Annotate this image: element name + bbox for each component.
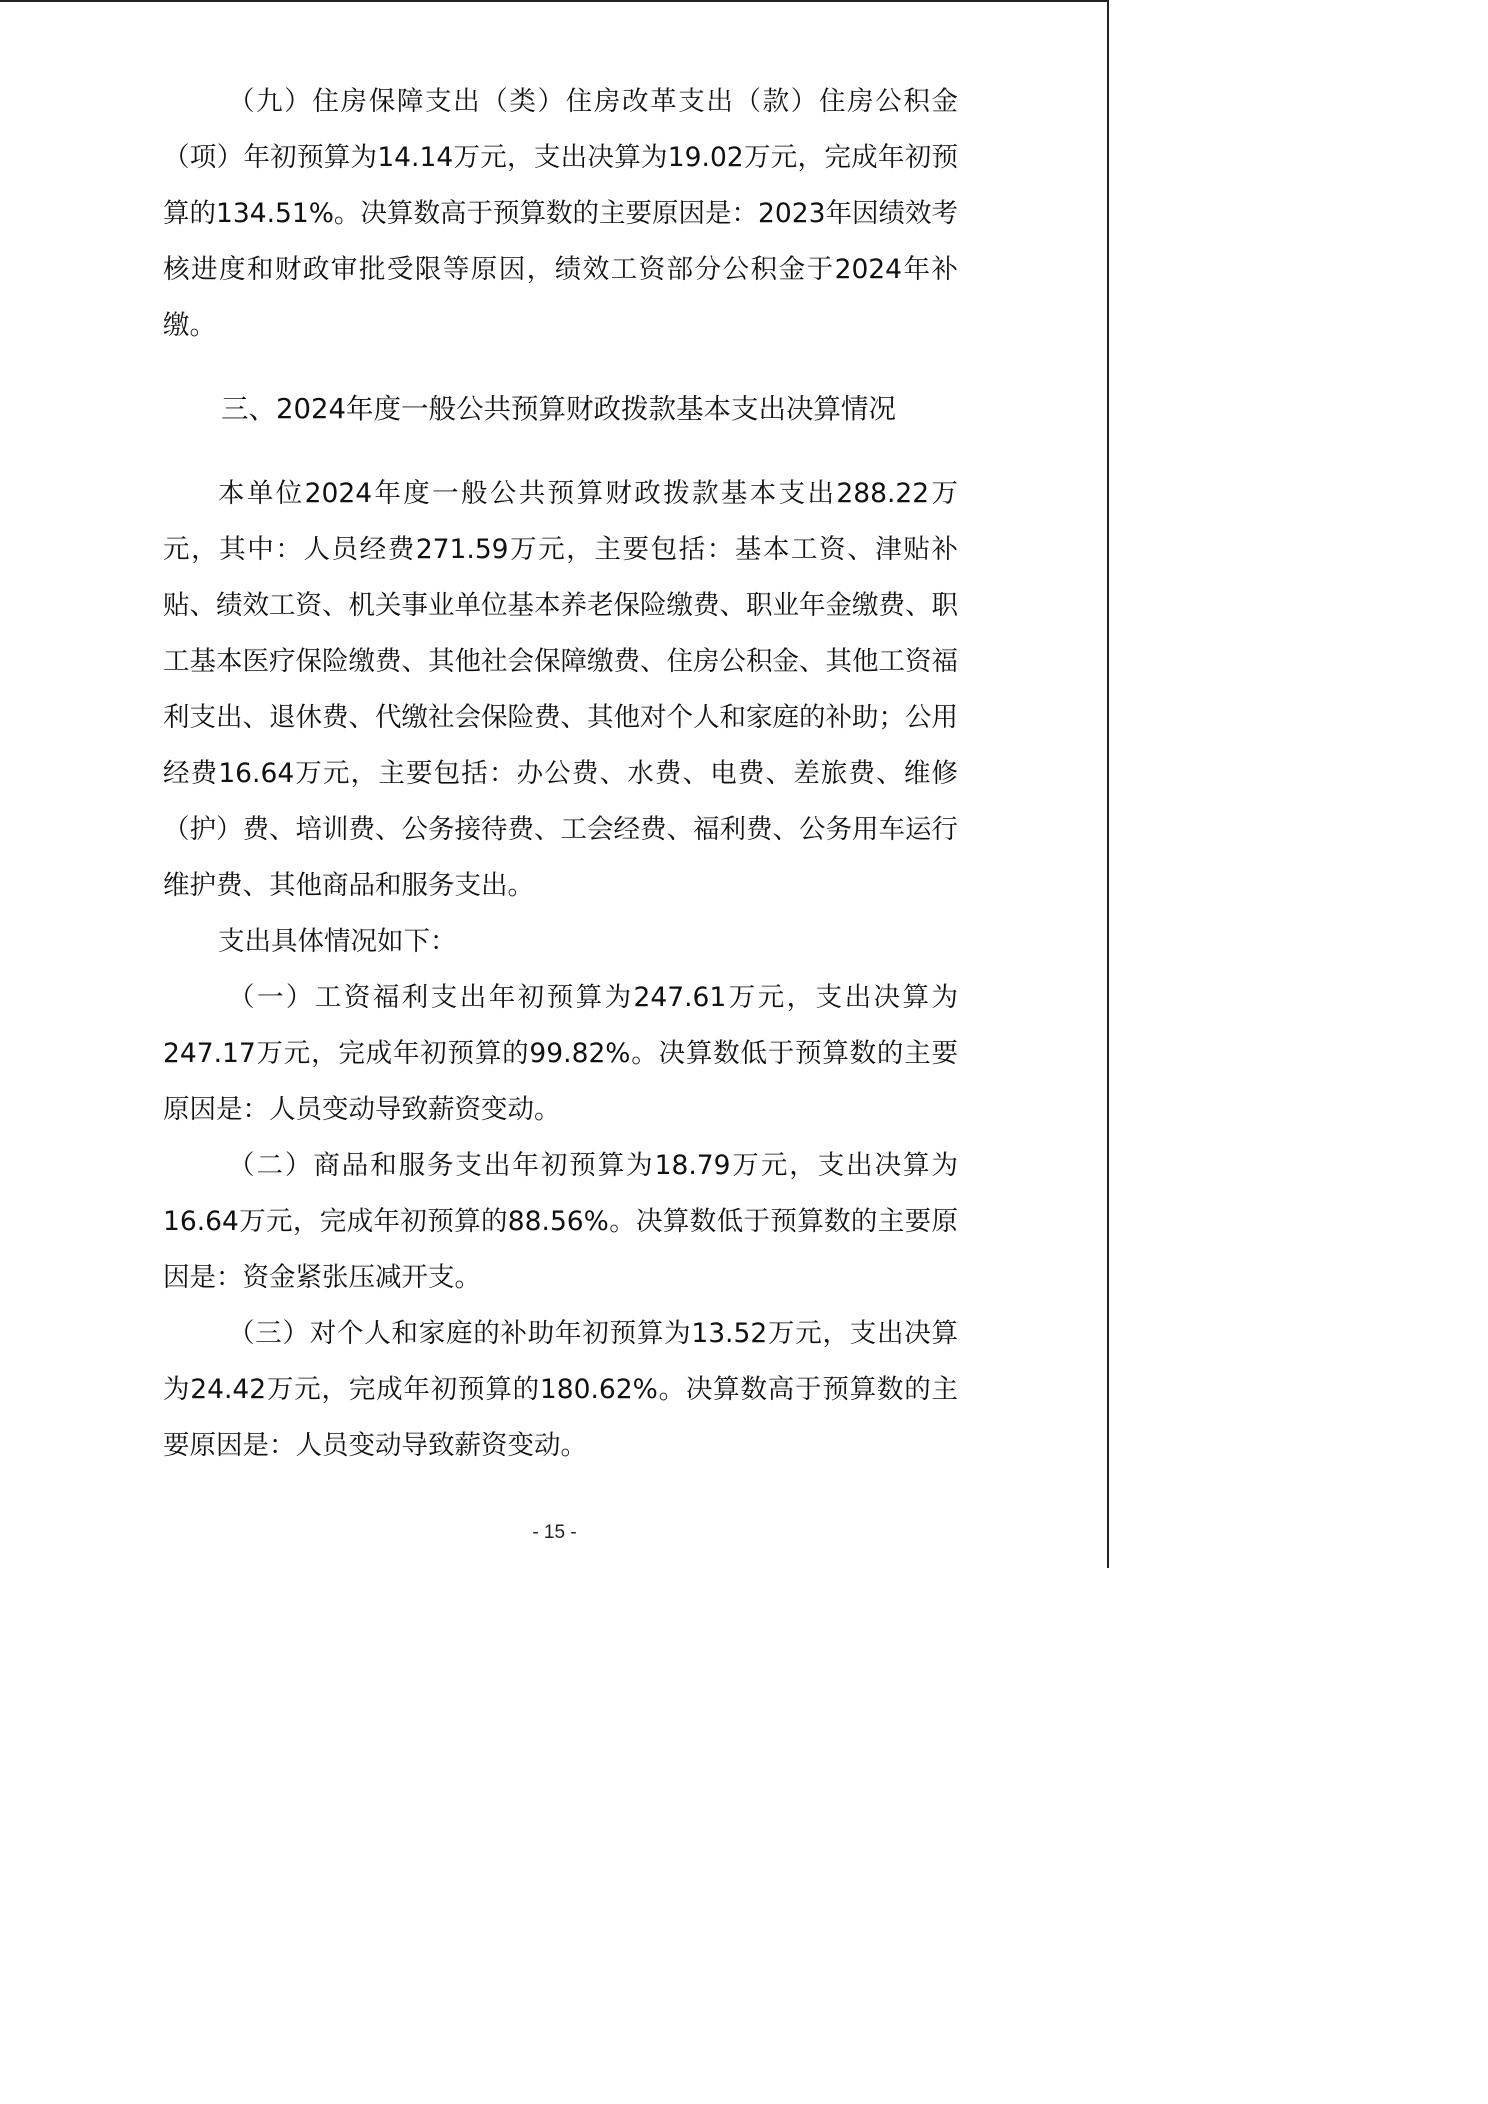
paragraph-housing-fund: （九）住房保障支出（类）住房改革支出（款）住房公积金（项）年初预算为14.14万元，支出决算为19.02万元，完成年初预算的134.51%。决算数高于预算数的主要原因是：2023年因绩效考核进度和财政审批受限等原因，绩效工资部分公积金于2024年补缴。 <box>163 86 958 341</box>
paragraph-details-intro: 支出具体情况如下： <box>218 926 457 957</box>
paragraph-basic-expenditure: 本单位2024年度一般公共预算财政拨款基本支出288.22万元，其中：人员经费271.59万元，主要包括：基本工资、津贴补贴、绩效工资、机关事业单位基本养老保险缴费、职业年金缴费、职工基本医疗保险缴费、其他社会保障缴费、住房公积金、其他工资福利支出、退休费、代缴社会保险费、其他对个人和家庭的补助；公用经费16.64万元，主要包括：办公费、水费、电费、差旅费、维修（护）费、培训费、公务接待费、工会经费、福利费、公务用车运行维护费、其他商品和服务支出。 <box>163 478 958 901</box>
page-border-right <box>1107 0 1109 1568</box>
paragraph-wages-welfare: （一）工资福利支出年初预算为247.61万元，支出决算为247.17万元，完成年初预算的99.82%。决算数低于预算数的主要原因是：人员变动导致薪资变动。 <box>163 982 958 1125</box>
document-body <box>163 74 958 1474</box>
page-border-top <box>0 0 1109 2</box>
paragraph-goods-services: （二）商品和服务支出年初预算为18.79万元，支出决算为16.64万元，完成年初预算的88.56%。决算数低于预算数的主要原因是：资金紧张压减开支。 <box>163 1150 958 1293</box>
section-heading: 三、2024年度一般公共预算财政拨款基本支出决算情况 <box>221 393 896 425</box>
page-number: - 15 - <box>532 1522 577 1543</box>
paragraph-individual-subsidy: （三）对个人和家庭的补助年初预算为13.52万元，支出决算为24.42万元，完成年初预算的180.62%。决算数高于预算数的主要原因是：人员变动导致薪资变动。 <box>163 1318 958 1461</box>
